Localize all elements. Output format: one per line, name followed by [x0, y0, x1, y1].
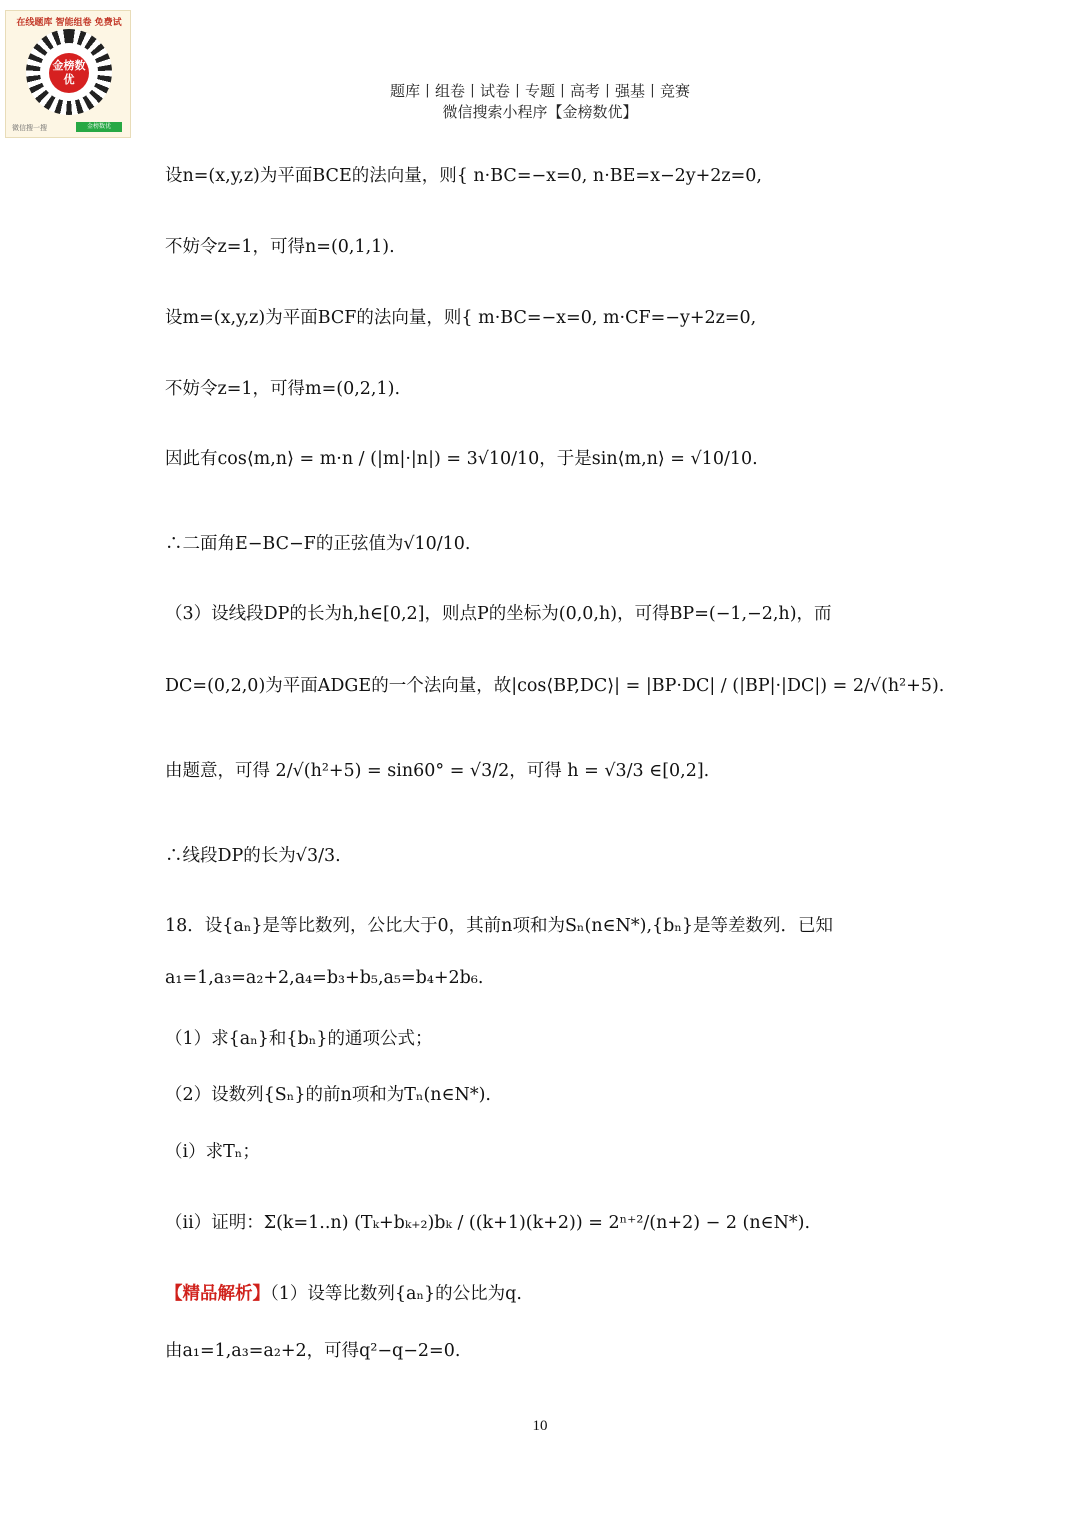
- line-normal-vector-n: 设n=(x,y,z)为平面BCE的法向量，则{ n·BC=−x=0, n·BE=x−2y+2z=0,: [165, 166, 762, 186]
- line-part3-setup: （3）设线段DP的长为h,h∈[0,2]，则点P的坐标为(0,0,h)，可得BP=(−1,−2,h)，而: [165, 604, 832, 624]
- line-q18-part2-ii: （ii）证明：Σ(k=1..n) (Tₖ+bₖ₊₂)bₖ / ((k+1)(k+2)) = 2ⁿ⁺²/(n+2) − 2 (n∈N*).: [165, 1213, 811, 1233]
- line-normal-vector-m: 设m=(x,y,z)为平面BCF的法向量，则{ m·BC=−x=0, m·CF=−y+2z=0,: [165, 308, 757, 328]
- logo-footer-right: 金榜数优: [76, 122, 122, 132]
- line-q18-part1: （1）求{aₙ}和{bₙ}的通项公式；: [165, 1029, 433, 1049]
- header-line-1: 题库丨组卷丨试卷丨专题丨高考丨强基丨竞赛: [389, 82, 690, 100]
- line-part3-equation: 由题意，可得 2/√(h²+5) = sin60° = √3/2，可得 h = √3/3 ∈[0,2].: [165, 761, 710, 781]
- line-sine-value: ∴二面角E−BC−F的正弦值为√10/10.: [165, 534, 471, 554]
- logo-footer-left: 微信搜一搜: [12, 124, 47, 132]
- line-n-result: 不妨令z=1，可得n=(0,1,1).: [165, 237, 395, 257]
- line-q18-statement: 18．设{aₙ}是等比数列，公比大于0，其前n项和为Sₙ(n∈N*),{bₙ}是等差数列．已知: [165, 916, 834, 936]
- line-solution-equation: 由a₁=1,a₃=a₂+2，可得q²−q−2=0.: [165, 1341, 461, 1361]
- page-number: 10: [532, 1418, 548, 1434]
- line-m-result: 不妨令z=1，可得m=(0,2,1).: [165, 379, 401, 399]
- logo-arc-text: 在线题库 智能组卷 免费试: [16, 18, 122, 28]
- line-q18-conditions: a₁=1,a₃=a₂+2,a₄=b₃+b₅,a₅=b₄+2b₆.: [165, 968, 484, 988]
- line-solution-start: [165, 1280, 522, 1305]
- line-cos-angle: 因此有cos⟨m,n⟩ = m·n / (|m|·|n|) = 3√10/10，于是sin⟨m,n⟩ = √10/10.: [165, 449, 758, 469]
- solution-label: 【精品解析】: [165, 1284, 270, 1304]
- header-line-2: 微信搜索小程序【金榜数优】: [442, 103, 638, 121]
- line-q18-part2-i: （i）求Tₙ；: [165, 1142, 260, 1162]
- line-part3-normal: DC=(0,2,0)为平面ADGE的一个法向量，故|cos⟨BP,DC⟩| = |BP·DC| / (|BP|·|DC|) = 2/√(h²+5).: [165, 676, 945, 696]
- logo-badge: 金榜数优: [49, 53, 89, 93]
- line-q18-part2: （2）设数列{Sₙ}的前n项和为Tₙ(n∈N*).: [165, 1085, 491, 1105]
- line-part3-result: ∴线段DP的长为√3/3.: [165, 846, 341, 866]
- solution-text: （1）设等比数列{aₙ}的公比为q.: [270, 1284, 522, 1304]
